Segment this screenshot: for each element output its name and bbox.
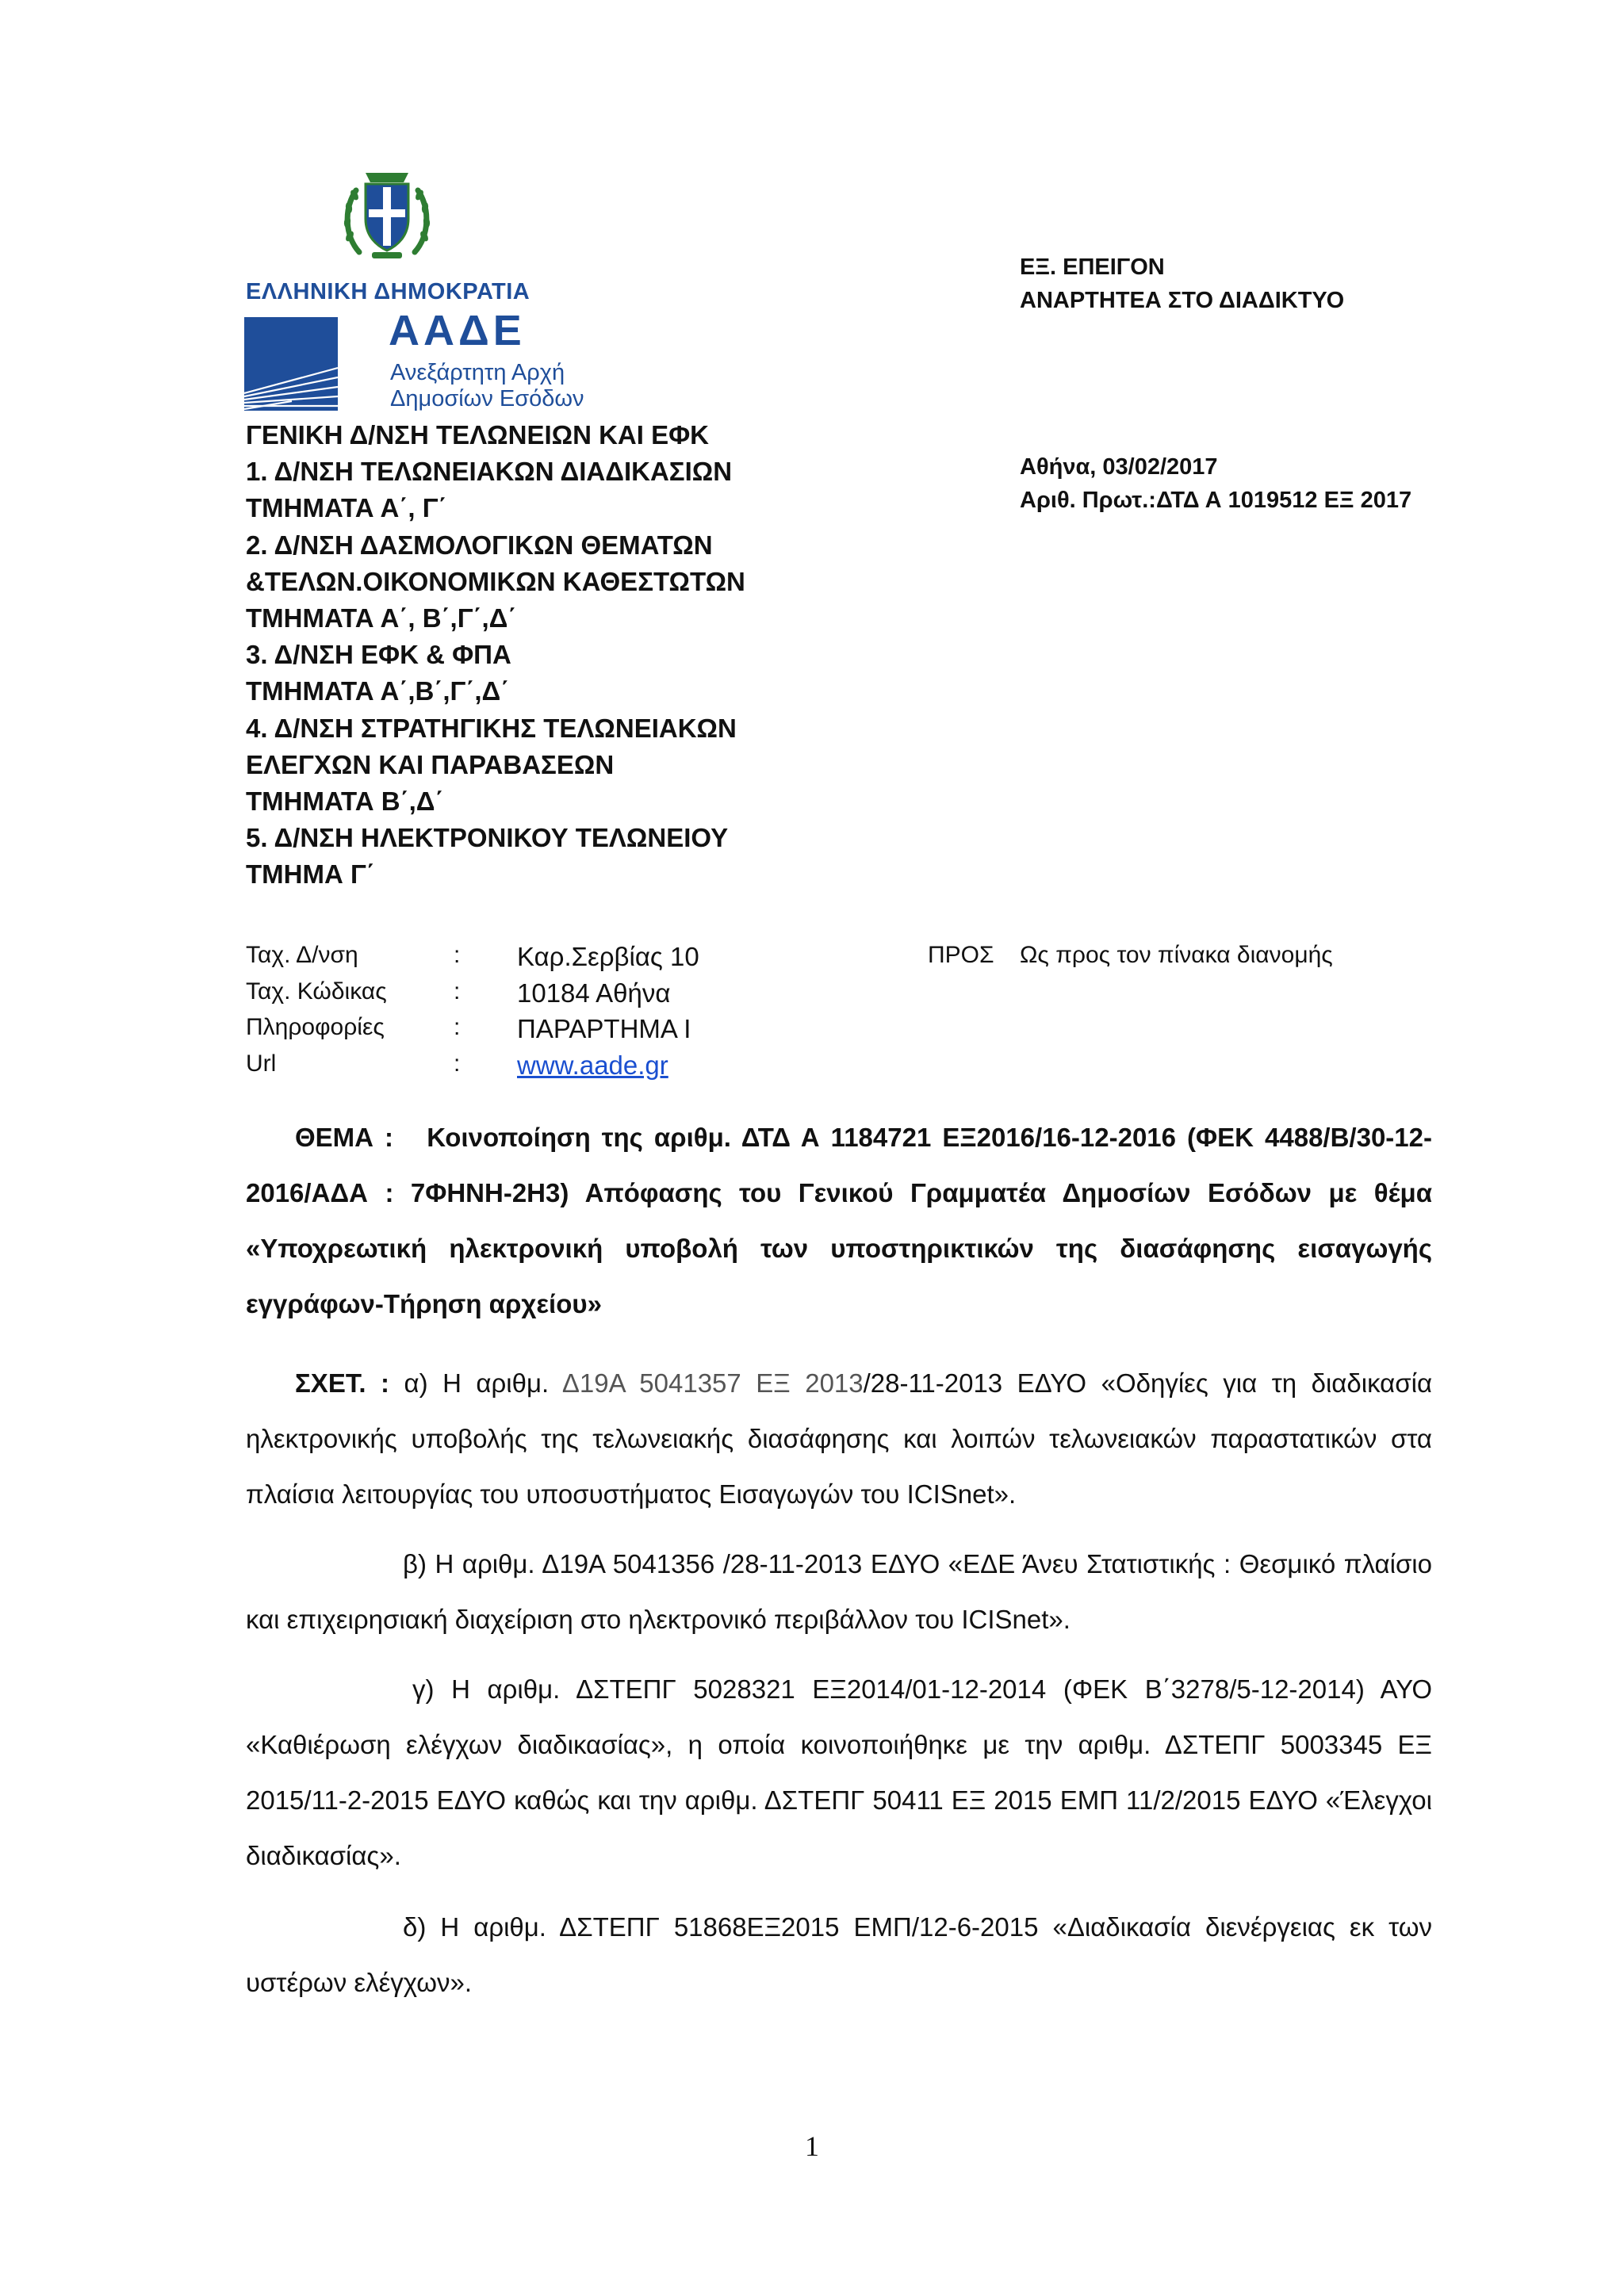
subject-text: Κοινοποίηση της αριθμ. ΔΤΔ Α 1184721 ΕΞ2016/16-12-2016 (ΦΕΚ 4488/Β/30-12-2016/ΑΔΑ : 7ΦΗΝΗ-2Η3) Απόφασης του Γενικού Γραμματέα Δημοσίων Εσόδων με θέμα «Υποχρεωτική ηλεκτρονική υποβολή των υποστηρικτικών της διασάφησης εισαγωγής εγγράφων-Τήρηση αρχείου» <box>246 1123 1432 1318</box>
directorate-line: ΤΜΗΜΑΤΑ Β΄,Δ΄ <box>246 786 444 817</box>
recipient-value: Ως προς τον πίνακα διανομής <box>1020 942 1333 968</box>
directorate-line: ΤΜΗΜΑΤΑ Α΄,Β΄,Γ΄,Δ΄ <box>246 676 510 706</box>
directorate-line: ΤΜΗΜΑΤΑ Α΄, Β΄,Γ΄,Δ΄ <box>246 603 517 633</box>
relation-a-prefix: α) Η αριθμ. <box>389 1368 562 1398</box>
publish-label: ΑΝΑΡΤΗΤΕΑ ΣΤΟ ΔΙΑΔΙΚΤΥΟ <box>1020 288 1345 313</box>
address-colon: : <box>454 1014 461 1040</box>
aade-subtitle-line-2: Δημοσίων Εσόδων <box>390 386 584 411</box>
postal-code-label: Ταχ. Κώδικας <box>246 978 387 1004</box>
directorate-line: ΤΜΗΜΑΤΑ Α΄, Γ΄ <box>246 493 447 523</box>
protocol-number: Αριθ. Πρωτ.:ΔΤΔ Α 1019512 ΕΞ 2017 <box>1020 488 1412 513</box>
directorate-line: 5. Δ/ΝΣΗ ΗΛΕΚΤΡΟΝΙΚΟΥ ΤΕΛΩΝΕΙΟΥ <box>246 823 729 853</box>
subject-paragraph <box>246 1110 1432 1332</box>
relations-label: ΣΧΕΤ. : <box>295 1368 390 1398</box>
directorate-line: ΓΕΝΙΚΗ Δ/ΝΣΗ ΤΕΛΩΝΕΙΩΝ ΚΑΙ ΕΦΚ <box>246 420 710 450</box>
relation-a-reference: Δ19Α 5041357 ΕΞ 2013 <box>561 1368 864 1398</box>
url-label: Url <box>246 1050 277 1077</box>
directorates-block <box>246 417 848 894</box>
address-colon: : <box>454 978 461 1004</box>
relation-b-paragraph: β) Η αριθμ. Δ19Α 5041356 /28-11-2013 ΕΔΥΟ «ΕΔΕ Άνευ Στατιστικής : Θεσμικό πλαίσιο και επιχειρησιακή διαχείριση στο ηλεκτρονικό περιβάλλον του ICISnet». <box>246 1549 1432 1634</box>
aade-subtitle-line-1: Ανεξάρτητη Αρχή <box>390 360 565 385</box>
information-label: Πληροφορίες <box>246 1014 385 1040</box>
directorate-line: 1. Δ/ΝΣΗ ΤΕΛΩΝΕΙΑΚΩΝ ΔΙΑΔΙΚΑΣΙΩΝ <box>246 457 733 487</box>
directorate-line: &ΤΕΛΩΝ.ΟΙΚΟΝΟΜΙΚΩΝ ΚΑΘΕΣΤΩΤΩΝ <box>246 566 745 596</box>
postal-code-value: 10184 Αθήνα <box>517 978 671 1008</box>
republic-name: ΕΛΛΗΝΙΚΗ ΔΗΜΟΚΡΑΤΙΑ <box>246 279 530 304</box>
recipient-label: ΠΡΟΣ <box>928 942 994 968</box>
directorate-line: ΕΛΕΓΧΩΝ ΚΑΙ ΠΑΡΑΒΑΣΕΩΝ <box>246 749 615 779</box>
relation-c-paragraph: γ) Η αριθμ. ΔΣΤΕΠΓ 5028321 ΕΞ2014/01-12-2014 (ΦΕΚ Β΄3278/5-12-2014) ΑΥΟ «Καθιέρωση ελέγχων διαδικασίας», η οποία κοινοποιήθηκε με την αριθμ. ΔΣΤΕΠΓ 5003345 ΕΞ 2015/11-2-2015 ΕΔΥΟ καθώς και την αριθμ. ΔΣΤΕΠΓ 50411 ΕΞ 2015 ΕΜΠ 11/2/2015 ΕΔΥΟ «Έλεγχοι διαδικασίας». <box>246 1674 1432 1870</box>
greek-coat-of-arms-icon <box>337 163 437 266</box>
urgency-block <box>1020 251 1344 317</box>
relation-d-paragraph: δ) Η αριθμ. ΔΣΤΕΠΓ 51868ΕΞ2015 ΕΜΠ/12-6-2015 «Διαδικασία διενέργειας εκ των υστέρων ελέγχων». <box>246 1912 1432 1997</box>
directorate-line: 2. Δ/ΝΣΗ ΔΑΣΜΟΛΟΓΙΚΩΝ ΘΕΜΑΤΩΝ <box>246 530 713 560</box>
address-label: Ταχ. Δ/νση <box>246 942 358 968</box>
document-date: Αθήνα, 03/02/2017 <box>1020 454 1218 480</box>
information-value: ΠΑΡΑΡΤΗΜΑ Ι <box>517 1014 691 1043</box>
website-link[interactable]: www.aade.gr <box>517 1050 668 1080</box>
aade-logo-icon <box>244 317 338 411</box>
address-value: Καρ.Σερβίας 10 <box>517 942 699 971</box>
address-colon: : <box>454 942 461 968</box>
directorate-line: ΤΜΗΜΑ Γ΄ <box>246 859 375 890</box>
directorate-line: 3. Δ/ΝΣΗ ΕΦΚ & ΦΠΑ <box>246 640 511 670</box>
relation-a-text: /28-11-2013 ΕΔΥΟ «Οδηγίες για τη διαδικασία ηλεκτρονικής υποβολής της τελωνειακής διασάφησης και λοιπών τελωνειακών παραστατικών στα πλαίσια λειτουργίας του υποσυστήματος Εισαγωγών του ICISnet». <box>246 1368 1433 1509</box>
directorate-line: 4. Δ/ΝΣΗ ΣΤΡΑΤΗΓΙΚΗΣ ΤΕΛΩΝΕΙΑΚΩΝ <box>246 713 737 743</box>
date-protocol-block <box>1020 450 1411 517</box>
address-colon: : <box>454 1050 461 1077</box>
subject-label: ΘΕΜΑ : <box>295 1123 394 1152</box>
aade-acronym: ΑΑΔΕ <box>389 307 526 354</box>
urgency-label: ΕΞ. ΕΠΕΙΓΟΝ <box>1020 254 1165 280</box>
page-number: 1 <box>805 2130 819 2162</box>
relation-a-paragraph <box>246 1356 1432 1522</box>
